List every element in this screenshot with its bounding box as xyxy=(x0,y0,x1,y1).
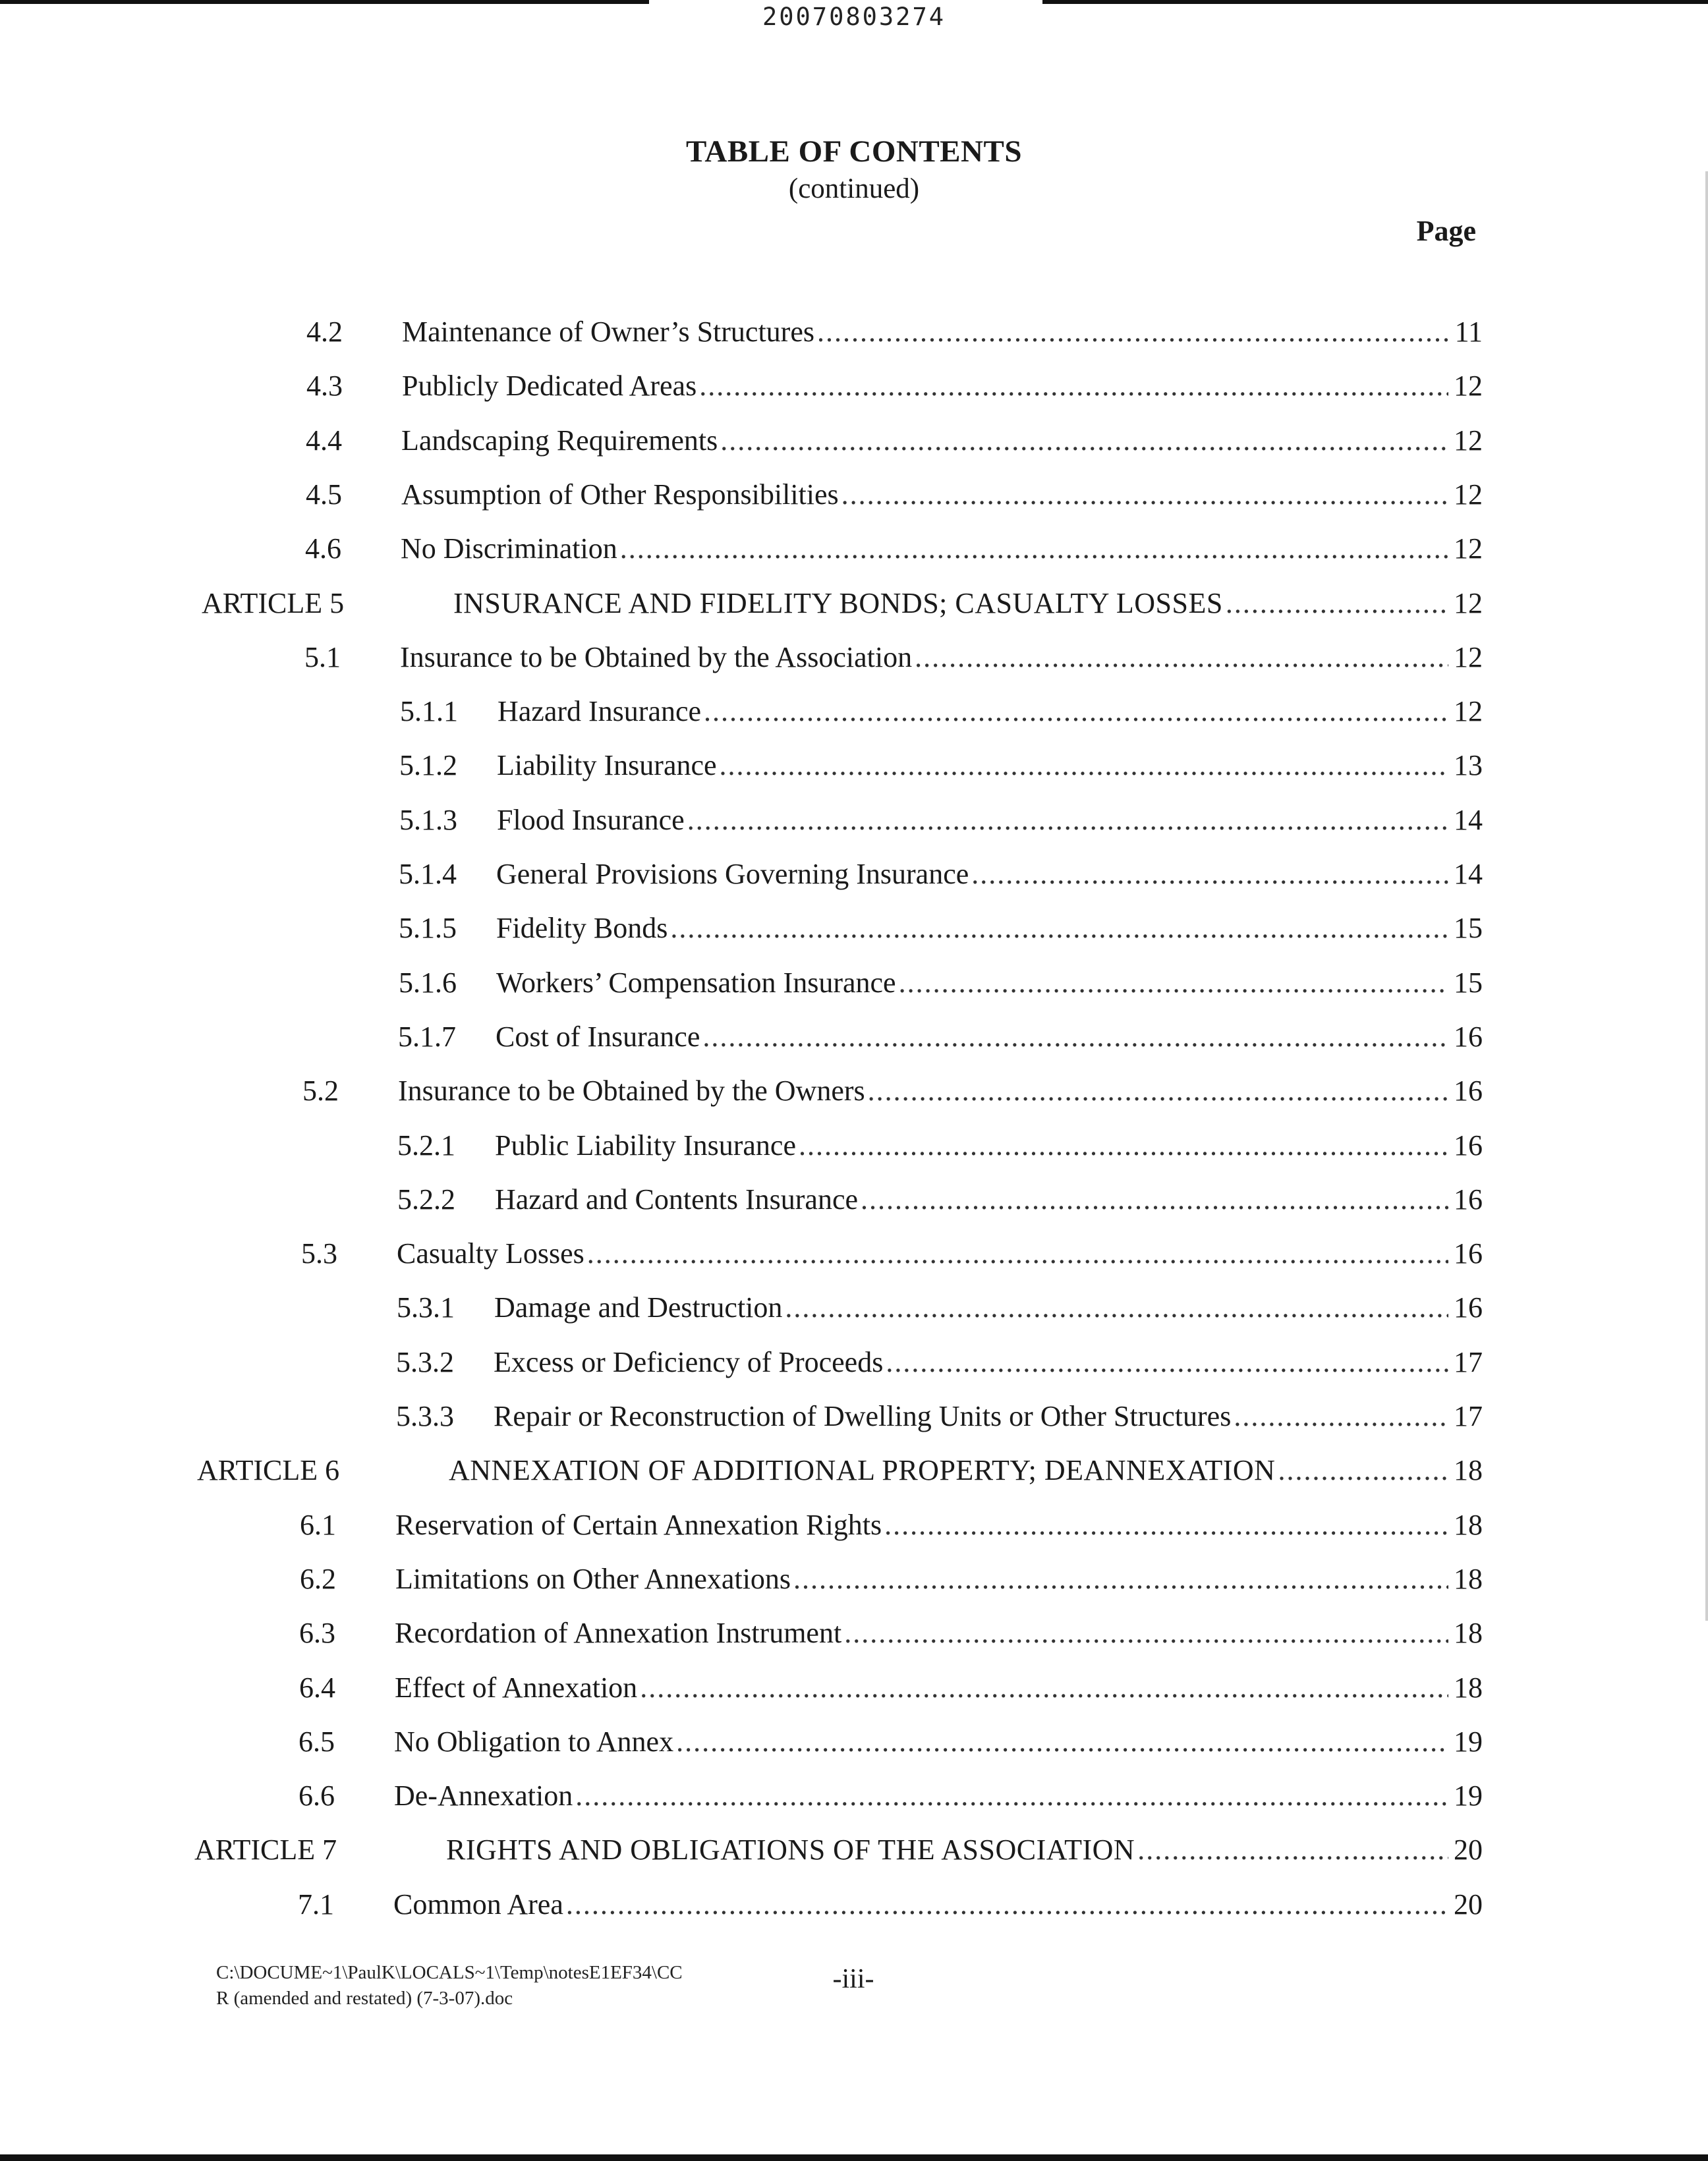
toc-entry-number: 5.2.2 xyxy=(397,1183,455,1216)
toc-entry-line xyxy=(497,799,1483,841)
dot-leader xyxy=(841,474,1448,516)
toc-entry xyxy=(0,528,1708,570)
toc-article-number: ARTICLE 6 xyxy=(197,1454,340,1486)
toc-entry xyxy=(0,474,1708,516)
dot-leader xyxy=(785,1287,1448,1329)
toc-entry-page: 18 xyxy=(1454,1617,1483,1649)
toc-entry-number: 7.1 xyxy=(298,1888,334,1921)
toc-entry-title: Limitations on Other Annexations xyxy=(395,1563,791,1595)
toc-entry-title: Publicly Dedicated Areas xyxy=(402,370,697,402)
toc-entry-page: 12 xyxy=(1454,424,1483,457)
toc-entry xyxy=(0,1233,1708,1275)
toc-entry-number: 4.3 xyxy=(306,370,343,402)
toc-article-title: RIGHTS AND OBLIGATIONS OF THE ASSOCIATION xyxy=(446,1834,1135,1866)
toc-entry-line xyxy=(498,690,1483,733)
toc-entry xyxy=(0,1884,1708,1926)
toc-entry-page: 16 xyxy=(1454,1291,1483,1324)
toc-entry-page: 15 xyxy=(1454,912,1483,944)
toc-entry-page: 18 xyxy=(1454,1509,1483,1541)
dot-leader xyxy=(720,744,1448,787)
toc-entry-line xyxy=(494,1395,1483,1438)
toc-subentry xyxy=(0,1395,1708,1438)
toc-entry-number: 6.2 xyxy=(300,1563,336,1595)
toc-subentry xyxy=(0,1016,1708,1058)
toc-entry-number: 6.4 xyxy=(299,1671,335,1704)
toc-entry-title: Reservation of Certain Annexation Rights xyxy=(395,1509,882,1541)
dot-leader xyxy=(915,636,1448,679)
toc-entry-number: 6.6 xyxy=(299,1780,335,1812)
dot-leader xyxy=(720,420,1448,462)
dot-leader xyxy=(687,799,1448,841)
dot-leader xyxy=(868,1070,1448,1112)
document-number: 20070803274 xyxy=(762,3,946,31)
toc-entry-line xyxy=(397,1233,1483,1275)
dot-leader xyxy=(566,1884,1448,1926)
toc-article-number: ARTICLE 5 xyxy=(202,587,345,619)
toc-entry-page: 11 xyxy=(1454,316,1483,348)
toc-entry-title: Excess or Deficiency of Proceeds xyxy=(494,1346,884,1378)
dot-leader xyxy=(676,1721,1448,1763)
page-column-heading: Page xyxy=(1416,215,1476,247)
toc-entry-line xyxy=(400,636,1483,679)
toc-entry-title: Maintenance of Owner’s Structures xyxy=(402,316,814,348)
toc-entry xyxy=(0,1558,1708,1600)
toc-entry-title: No Obligation to Annex xyxy=(394,1726,674,1758)
toc-entry-page: 12 xyxy=(1454,532,1483,565)
toc-entry-title: Hazard Insurance xyxy=(498,695,702,727)
toc-entry-page: 12 xyxy=(1454,478,1483,511)
toc-entry-title: Repair or Reconstruction of Dwelling Units or Other Structures xyxy=(494,1400,1232,1432)
toc-entry-page: 12 xyxy=(1454,370,1483,402)
footer-file-path-line1: C:\DOCUME~1\PaulK\LOCALS~1\Temp\notesE1EF34\CC xyxy=(216,1962,683,1983)
toc-entry xyxy=(0,1775,1708,1817)
toc-entry-page: 12 xyxy=(1454,641,1483,673)
toc-entry-number: 4.4 xyxy=(306,424,342,457)
toc-entry-line xyxy=(496,962,1483,1004)
toc-entry-page: 16 xyxy=(1454,1129,1483,1162)
toc-entry-page: 18 xyxy=(1454,1563,1483,1595)
toc-subentry xyxy=(0,799,1708,841)
toc-entry-title: Damage and Destruction xyxy=(494,1291,783,1324)
toc-entry-line xyxy=(398,1070,1483,1112)
footer-file-path-line2: R (amended and restated) (7-3-07).doc xyxy=(216,1988,513,2009)
toc-entry xyxy=(0,1504,1708,1546)
toc-entry-line xyxy=(496,907,1483,949)
toc-entry-line xyxy=(395,1504,1483,1546)
toc-entry-title: Insurance to be Obtained by the Owners xyxy=(398,1075,865,1107)
dot-leader xyxy=(899,962,1448,1004)
toc-entry-title: Landscaping Requirements xyxy=(401,424,718,457)
toc-entry-number: 6.5 xyxy=(299,1726,335,1758)
toc-entry-page: 18 xyxy=(1454,1671,1483,1704)
scan-bottom-edge xyxy=(0,2154,1708,2161)
dot-leader xyxy=(817,311,1450,353)
toc-entry-line xyxy=(494,1341,1483,1384)
dot-leader xyxy=(587,1233,1448,1275)
toc-entry-line xyxy=(496,1016,1483,1058)
dot-leader xyxy=(844,1612,1448,1654)
toc-entry-number: 4.5 xyxy=(306,478,342,511)
toc-entry-title: General Provisions Governing Insurance xyxy=(496,858,969,890)
toc-entry-number: 5.2 xyxy=(302,1075,339,1107)
dot-leader xyxy=(640,1667,1448,1709)
toc-entry-title: Liability Insurance xyxy=(497,749,717,781)
toc-entry-line xyxy=(446,1829,1483,1871)
toc-article-entry xyxy=(0,582,1708,625)
toc-entry-line xyxy=(494,1287,1483,1329)
toc-entry-number: 5.3.2 xyxy=(396,1346,454,1378)
dot-leader xyxy=(699,365,1448,407)
toc-entry-page: 16 xyxy=(1454,1075,1483,1107)
dot-leader xyxy=(1278,1449,1448,1492)
toc-entry-page: 14 xyxy=(1454,804,1483,836)
dot-leader xyxy=(793,1558,1448,1600)
toc-entry-title: Cost of Insurance xyxy=(496,1021,700,1053)
toc-entry-page: 12 xyxy=(1454,587,1483,619)
toc-entry-number: 5.3.3 xyxy=(396,1400,454,1432)
toc-entry-line xyxy=(401,528,1483,570)
toc-entry-number: 6.3 xyxy=(299,1617,335,1649)
toc-entry-title: Casualty Losses xyxy=(397,1237,584,1270)
toc-entry-title: Common Area xyxy=(393,1888,563,1921)
toc-subentry xyxy=(0,853,1708,895)
toc-subentry xyxy=(0,1287,1708,1329)
toc-entry-line xyxy=(393,1884,1483,1926)
toc-entry-title: Hazard and Contents Insurance xyxy=(495,1183,859,1216)
toc-entry-line xyxy=(395,1612,1483,1654)
toc-entry-line xyxy=(401,420,1483,462)
toc-entry-line xyxy=(495,1125,1483,1167)
toc-entry xyxy=(0,1667,1708,1709)
toc-entry-line xyxy=(402,365,1483,407)
toc-entry-line xyxy=(394,1721,1483,1763)
dot-leader xyxy=(1137,1829,1448,1871)
toc-entry-page: 19 xyxy=(1454,1726,1483,1758)
toc-entry-line xyxy=(402,311,1483,353)
toc-entry xyxy=(0,311,1708,353)
toc-article-entry xyxy=(0,1829,1708,1871)
toc-entry-page: 20 xyxy=(1454,1888,1483,1921)
toc-entry-line xyxy=(449,1449,1483,1492)
toc-entry xyxy=(0,1070,1708,1112)
toc-entry-page: 16 xyxy=(1454,1237,1483,1270)
toc-entry-page: 20 xyxy=(1454,1834,1483,1866)
toc-entry-line xyxy=(496,853,1483,895)
dot-leader xyxy=(886,1341,1448,1384)
scan-right-edge xyxy=(1705,171,1708,1621)
toc-entry-line xyxy=(395,1667,1483,1709)
toc-entry-title: No Discrimination xyxy=(401,532,617,565)
toc-subentry xyxy=(0,1341,1708,1384)
toc-entry-title: Recordation of Annexation Instrument xyxy=(395,1617,842,1649)
toc-entry-title: Effect of Annexation xyxy=(395,1671,638,1704)
toc-entry-number: 4.2 xyxy=(306,316,343,348)
dot-leader xyxy=(702,1016,1448,1058)
toc-entry-number: 5.3 xyxy=(301,1237,337,1270)
toc-subentry xyxy=(0,1179,1708,1221)
toc-entry-page: 17 xyxy=(1454,1346,1483,1378)
toc-subentry xyxy=(0,907,1708,949)
toc-entry-number: 5.1.2 xyxy=(399,749,457,781)
toc-entry-number: 5.1.4 xyxy=(399,858,457,890)
toc-entry-page: 17 xyxy=(1454,1400,1483,1432)
toc-article-number: ARTICLE 7 xyxy=(194,1834,337,1866)
dot-leader xyxy=(884,1504,1448,1546)
dot-leader xyxy=(670,907,1448,949)
toc-entry xyxy=(0,1721,1708,1763)
toc-entry-number: 5.3.1 xyxy=(397,1291,455,1324)
dot-leader xyxy=(1234,1395,1448,1438)
toc-entry xyxy=(0,365,1708,407)
dot-leader xyxy=(799,1125,1448,1167)
toc-entry-line xyxy=(495,1179,1483,1221)
toc-entry-page: 13 xyxy=(1454,749,1483,781)
page-subtitle: (continued) xyxy=(788,173,920,204)
toc-entry-title: Public Liability Insurance xyxy=(495,1129,796,1162)
toc-entry-number: 5.1 xyxy=(304,641,341,673)
toc-entry xyxy=(0,636,1708,679)
toc-entry-number: 5.1.5 xyxy=(399,912,457,944)
toc-entry-line xyxy=(394,1775,1483,1817)
toc-entry-title: Insurance to be Obtained by the Association xyxy=(400,641,913,673)
toc-entry-number: 6.1 xyxy=(300,1509,336,1541)
toc-subentry xyxy=(0,690,1708,733)
page-title: TABLE OF CONTENTS xyxy=(686,134,1022,169)
toc-subentry xyxy=(0,962,1708,1004)
dot-leader xyxy=(620,528,1448,570)
toc-entry-line xyxy=(497,744,1483,787)
toc-entry-title: Fidelity Bonds xyxy=(496,912,668,944)
toc-entry-number: 5.2.1 xyxy=(397,1129,455,1162)
toc-entry-line xyxy=(395,1558,1483,1600)
toc-entry xyxy=(0,420,1708,462)
dot-leader xyxy=(575,1775,1448,1817)
toc-entry-number: 4.6 xyxy=(305,532,341,565)
toc-entry-page: 16 xyxy=(1454,1183,1483,1216)
footer-page-number: -iii- xyxy=(832,1964,874,1994)
toc-entry-number: 5.1.7 xyxy=(398,1021,456,1053)
toc-entry-title: Workers’ Compensation Insurance xyxy=(496,967,896,999)
toc-entry-title: Flood Insurance xyxy=(497,804,685,836)
toc-subentry xyxy=(0,1125,1708,1167)
toc-entry xyxy=(0,1612,1708,1654)
dot-leader xyxy=(971,853,1448,895)
footer-file-path xyxy=(216,1960,809,2011)
toc-article-title: ANNEXATION OF ADDITIONAL PROPERTY; DEANNEXATION xyxy=(449,1454,1276,1486)
toc-entry-title: Assumption of Other Responsibilities xyxy=(401,478,839,511)
dot-leader xyxy=(704,690,1448,733)
toc-entry-page: 14 xyxy=(1454,858,1483,890)
toc-entry-line xyxy=(401,474,1483,516)
toc-article-entry xyxy=(0,1449,1708,1492)
dot-leader xyxy=(861,1179,1448,1221)
toc-article-title: INSURANCE AND FIDELITY BONDS; CASUALTY LOSSES xyxy=(453,587,1223,619)
toc-entry-page: 15 xyxy=(1454,967,1483,999)
toc-entry-number: 5.1.3 xyxy=(399,804,457,836)
toc-subentry xyxy=(0,744,1708,787)
toc-entry-number: 5.1.1 xyxy=(400,695,458,727)
dot-leader xyxy=(1226,582,1448,625)
toc-entry-page: 16 xyxy=(1454,1021,1483,1053)
toc-entry-title: De-Annexation xyxy=(394,1780,573,1812)
toc-entry-page: 18 xyxy=(1454,1454,1483,1486)
toc-entry-number: 5.1.6 xyxy=(399,967,457,999)
toc-entry-page: 12 xyxy=(1454,695,1483,727)
toc-entry-page: 19 xyxy=(1454,1780,1483,1812)
toc-entry-line xyxy=(453,582,1483,625)
